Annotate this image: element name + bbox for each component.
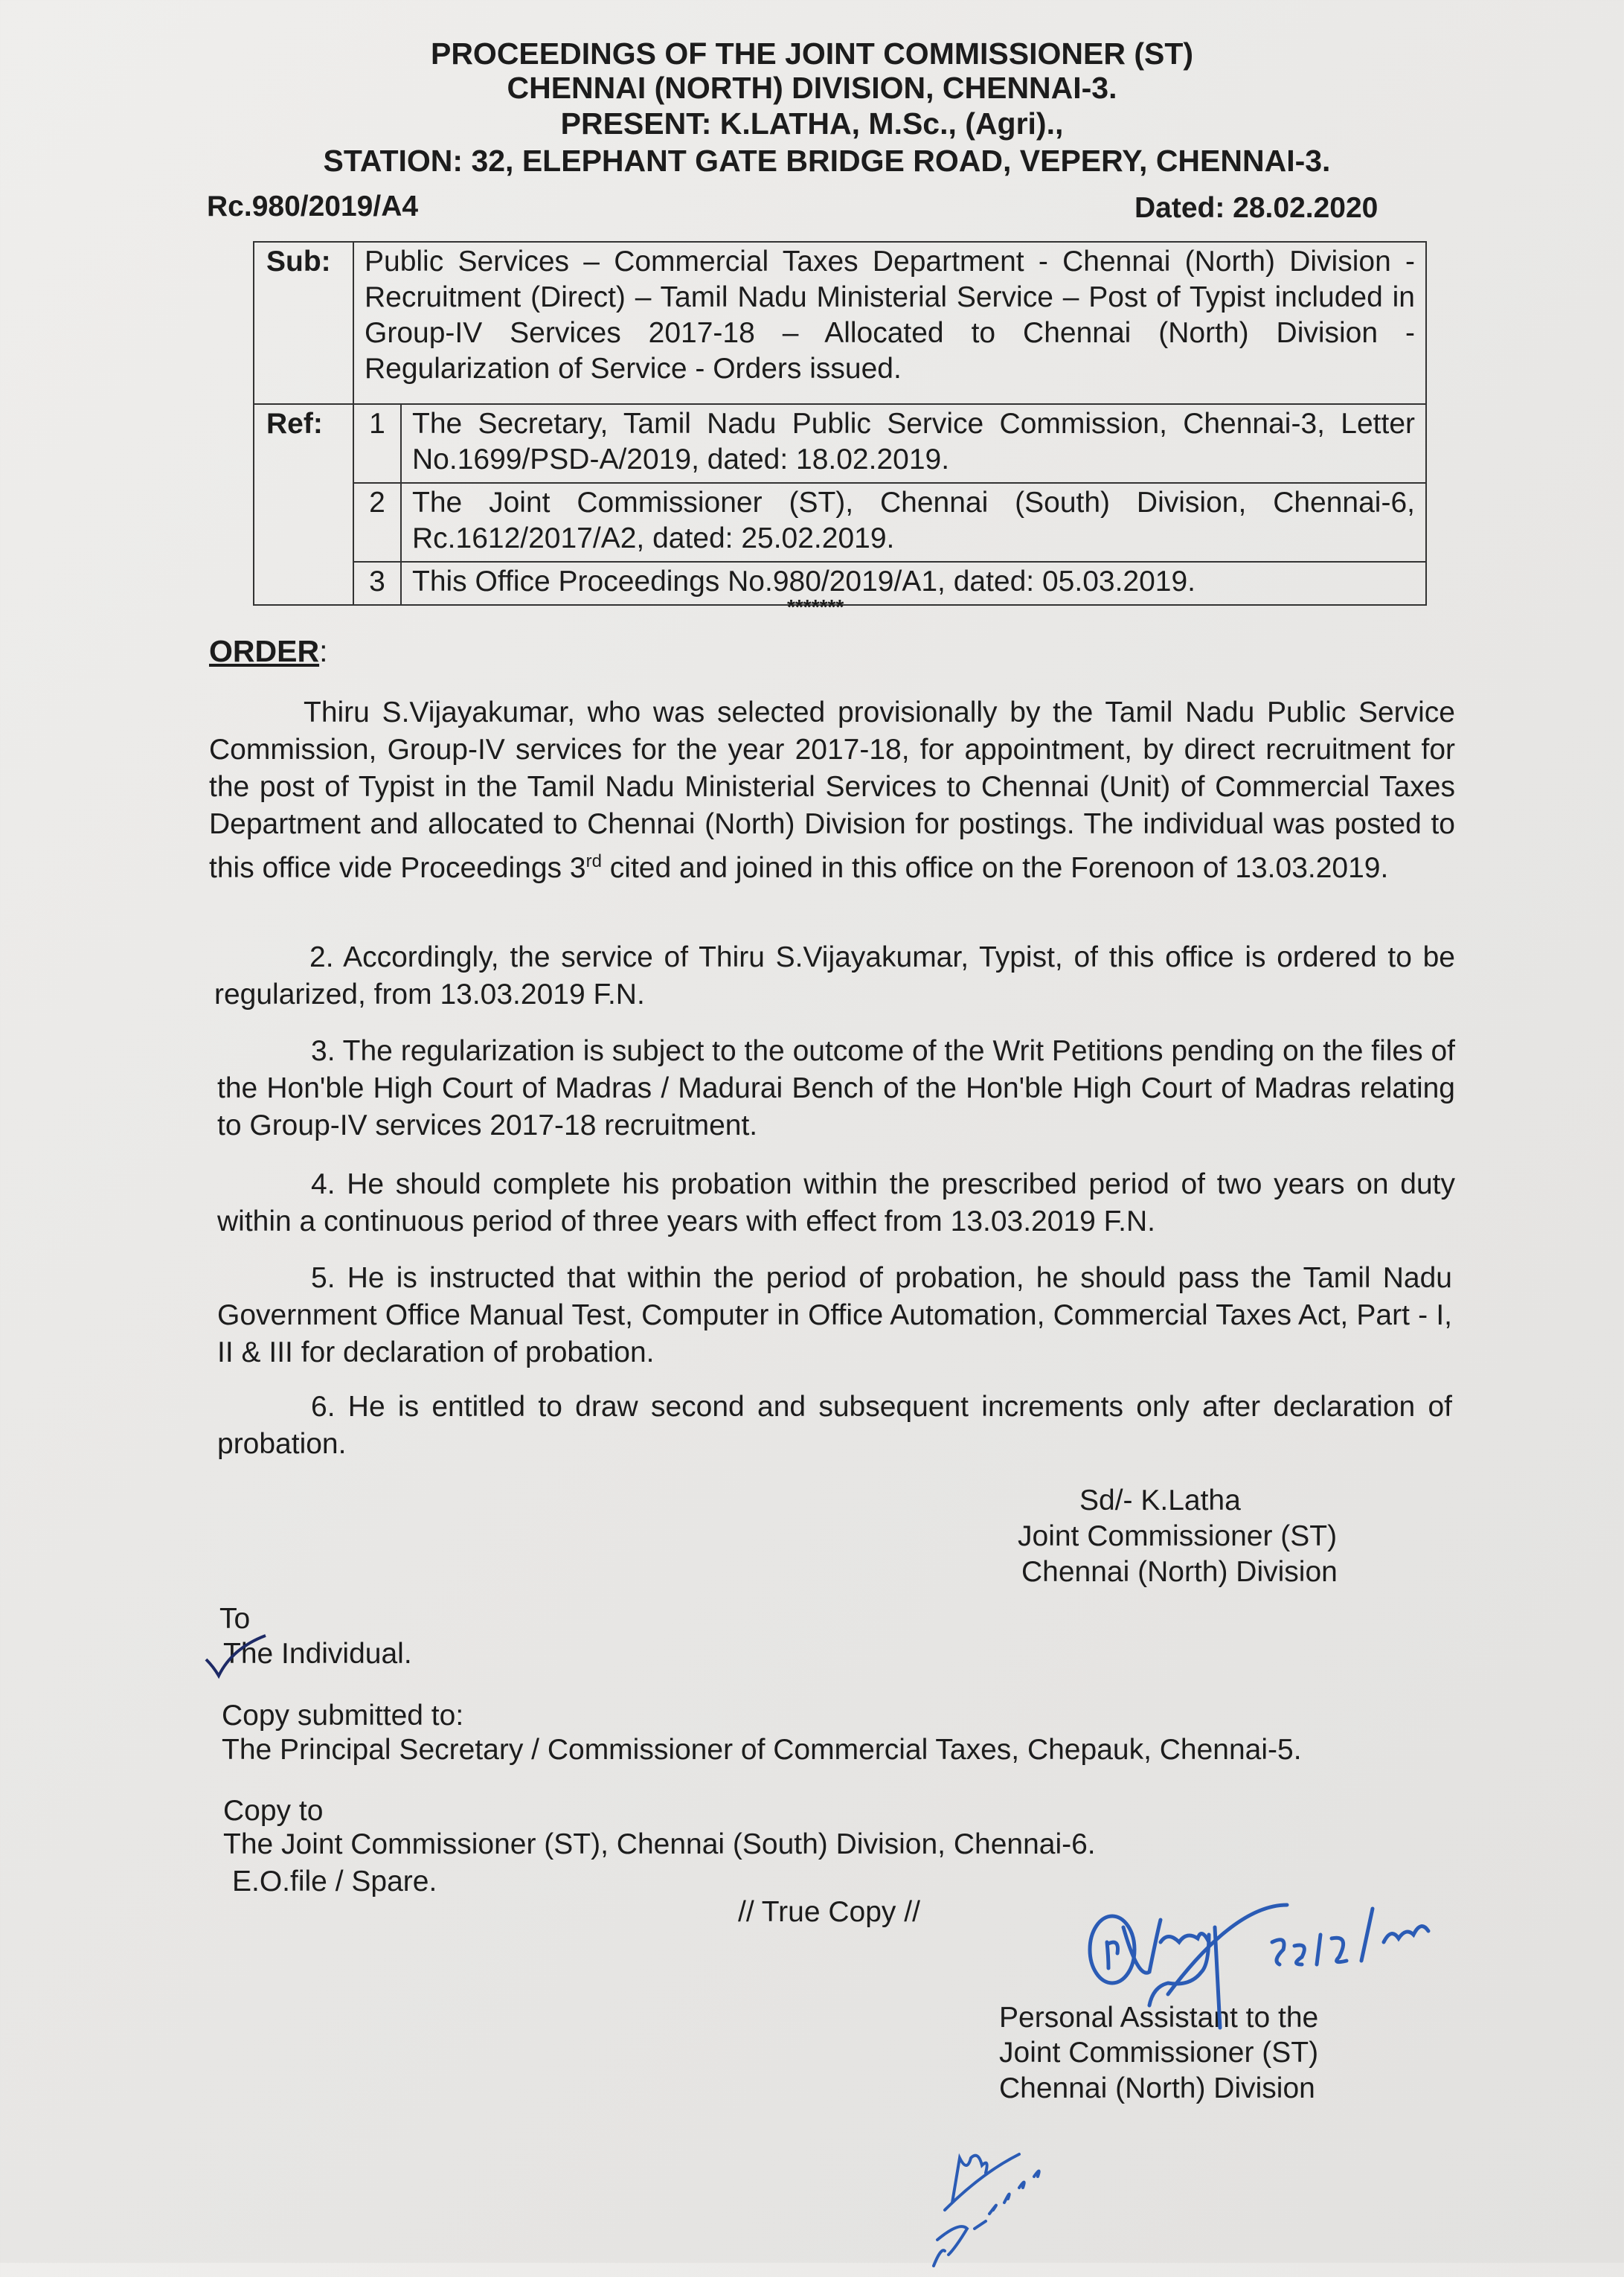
tick-mark-icon — [202, 1630, 269, 1682]
subject-reference-table — [253, 241, 1427, 606]
order-heading — [209, 634, 327, 669]
signatory-name: Sd/- K.Latha — [1079, 1485, 1241, 1517]
order-paragraph-1 — [209, 694, 1455, 887]
subject-text: Public Services – Commercial Taxes Department - Chennai (North) Division - Recruitment (Direct) – Tamil Nadu Ministerial Service – Post of Typist included in Group-IV Services 2017-18 – Allocated to Chennai (North) Division - Regularization of Service - Orders issued. — [353, 242, 1426, 404]
attestation-line-3: Chennai (North) Division — [999, 2072, 1315, 2104]
signatory-division: Chennai (North) Division — [1021, 1556, 1338, 1588]
para1-superscript: rd — [585, 851, 602, 871]
para1-text: Thiru S.Vijayakumar, who was selected provisionally by the Tamil Nadu Public Service Commission, Group-IV services for the year 2017-18, for appointment, by direct recruitment for the post of Typist in the Tamil Nadu Ministerial Services to Chennai (Unit) of Commercial Taxes Department and allocated to Chennai (North) Division for postings. The individual was posted to this office vide Proceedings 3 — [209, 696, 1455, 884]
copy-to-label: Copy to — [223, 1795, 324, 1827]
order-date: Dated: 28.02.2020 — [1134, 192, 1379, 224]
order-heading-text: ORDER — [209, 634, 320, 668]
reference-number: 2 — [353, 483, 401, 562]
header-station: STATION: 32, ELEPHANT GATE BRIDGE ROAD, VEPERY, CHENNAI-3. — [323, 144, 1331, 178]
separator-stars: ******* — [787, 595, 844, 618]
order-paragraph-6: 6. He is entitled to draw second and subsequent increments only after declaration of probation. — [217, 1391, 1452, 1460]
handwritten-signature-icon — [1079, 1875, 1495, 2046]
para1-text-end: cited and joined in this office on the Forenoon of 13.03.2019. — [601, 852, 1389, 884]
copy-submitted-recipient: The Principal Secretary / Commissioner of Commercial Taxes, Chepauk, Chennai-5. — [222, 1734, 1302, 1766]
eo-file-spare: E.O.file / Spare. — [232, 1866, 437, 1898]
order-paragraph-3: 3. The regularization is subject to the outcome of the Writ Petitions pending on the files of the Hon'ble High Court of Madras / Madurai Bench of the Hon'ble High Court of Madras relating to Group-IV services 2017-18 recruitment. — [217, 1035, 1455, 1141]
true-copy-label: // True Copy // — [738, 1896, 920, 1928]
header-title: PROCEEDINGS OF THE JOINT COMMISSIONER (ST) — [430, 36, 1194, 71]
reference-row — [254, 483, 1426, 562]
reference-text: The Joint Commissioner (ST), Chennai (South) Division, Chennai-6, Rc.1612/2017/A2, dated: 25.02.2019. — [401, 483, 1426, 562]
reference-number: Rc.980/2019/A4 — [207, 190, 419, 222]
order-paragraph-4: 4. He should complete his probation within the prescribed period of two years on duty within a continuous period of three years with effect from 13.03.2019 F.N. — [217, 1168, 1455, 1237]
reference-text: The Secretary, Tamil Nadu Public Service Commission, Chennai-3, Letter No.1699/PSD-A/2019, dated: 18.02.2019. — [401, 404, 1426, 483]
initials-with-date-icon — [915, 2128, 1079, 2277]
subject-label: Sub: — [254, 242, 353, 404]
copy-to-recipient: The Joint Commissioner (ST), Chennai (South) Division, Chennai-6. — [223, 1828, 1096, 1860]
to-label: To — [219, 1603, 251, 1635]
header-present: PRESENT: K.LATHA, M.Sc., (Agri)., — [560, 106, 1064, 141]
copy-submitted-label: Copy submitted to: — [222, 1700, 464, 1732]
order-paragraph-5: 5. He is instructed that within the period of probation, he should pass the Tamil Nadu Government Office Manual Test, Computer in Office Automation, Commercial Taxes Act, Part - I, II & III for declaration of probation. — [217, 1262, 1452, 1368]
subject-row — [254, 242, 1426, 404]
signatory-designation: Joint Commissioner (ST) — [1018, 1520, 1338, 1552]
reference-number: 3 — [353, 562, 401, 605]
order-heading-colon: : — [319, 634, 328, 668]
reference-label: Ref: — [254, 404, 353, 605]
reference-row — [254, 404, 1426, 483]
reference-text: This Office Proceedings No.980/2019/A1, dated: 05.03.2019. — [401, 562, 1426, 605]
reference-number: 1 — [353, 404, 401, 483]
recipient-individual: The Individual. — [223, 1638, 412, 1670]
order-paragraph-2: 2. Accordingly, the service of Thiru S.Vijayakumar, Typist, of this office is ordered to be regularized, from 13.03.2019 F.N. — [214, 941, 1455, 1011]
header-division: CHENNAI (NORTH) DIVISION, CHENNAI-3. — [507, 71, 1117, 105]
attestation-line-1: Personal Assistant to the — [999, 2002, 1319, 2034]
attestation-line-2: Joint Commissioner (ST) — [999, 2037, 1319, 2069]
